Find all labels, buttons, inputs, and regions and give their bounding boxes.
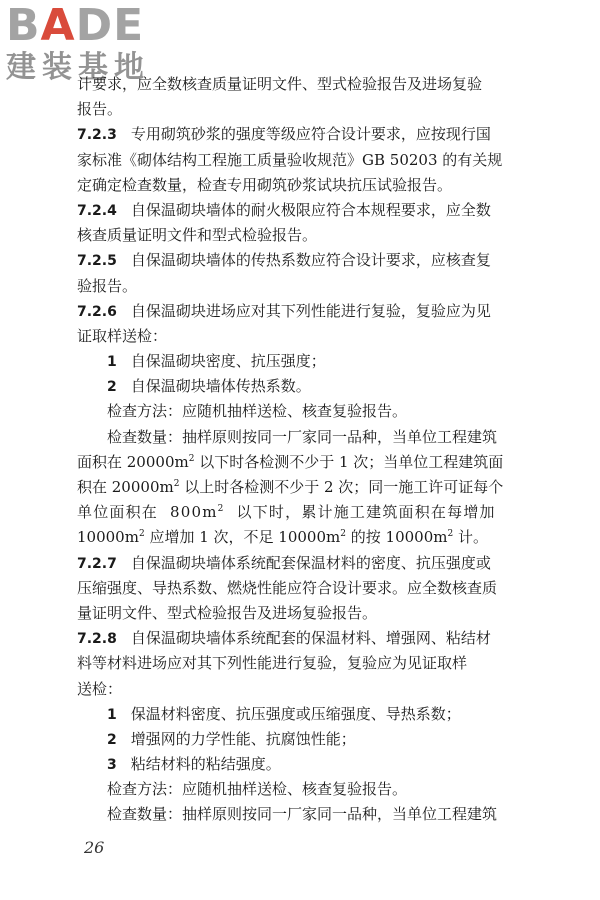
list-item: 2 增强网的力学性能、抗腐蚀性能；: [107, 729, 356, 748]
page-number: 26: [84, 838, 105, 857]
clause-number: 7.2.5: [77, 253, 117, 270]
clause-7-2-3: 7.2.3 专用砌筑砂浆的强度等级应符合设计要求，应按现行国: [77, 125, 491, 144]
check-quantity: 检查数量：抽样原则按同一厂家同一品种，当单位工程建筑: [107, 805, 498, 824]
text-line: 验报告。: [77, 276, 138, 295]
clause-number: 7.2.6: [77, 303, 117, 320]
clause-number: 7.2.8: [77, 631, 117, 648]
text-line: 家标准《砌体结构工程施工质量验收规范》GB 50203 的有关规: [77, 150, 503, 169]
clause-7-2-4: 7.2.4 自保温砌块墙体的耐火极限应符合本规程要求，应全数: [77, 200, 491, 219]
text-line: 量证明文件、型式检验报告及进场复验报告。: [77, 603, 378, 622]
text-line: 单位面积在 $800m^2$ 以下时，累计施工建筑面积在每增加: [77, 503, 496, 522]
clause-number: 7.2.7: [77, 555, 117, 572]
text-line: $10000m^2$ 应增加 1 次，不足 $10000m^2$ 的按 $10000m^2$ 计。: [77, 528, 488, 547]
clause-7-2-6: 7.2.6 自保温砌块进场应对其下列性能进行复验，复验应为见: [77, 301, 491, 320]
text-line: 压缩强度、导热系数、燃烧性能应符合设计要求。应全数核查质: [77, 578, 498, 597]
text-line: 料等材料进场应对其下列性能进行复验，复验应为见证取样: [77, 654, 468, 673]
text-line: 证取样送检：: [77, 326, 168, 345]
document-body: [77, 72, 525, 828]
text-line: 面积在 $20000m^2$ 以下时各检测不少于 1 次；当单位工程建筑面: [77, 452, 504, 471]
list-item: 3 粘结材料的粘结强度。: [107, 755, 281, 774]
clause-number: 7.2.4: [77, 202, 117, 219]
text-line: 计要求，应全数核查质量证明文件、型式检验报告及进场复验: [77, 75, 483, 93]
text-line: 积在 $20000m^2$ 以上时各检测不少于 2 次；同一施工许可证每个: [77, 478, 504, 496]
clause-7-2-7: 7.2.7 自保温砌块墙体系统配套保温材料的密度、抗压强度或: [77, 553, 491, 572]
clause-number: 7.2.3: [77, 127, 117, 144]
clause-7-2-8: 7.2.8 自保温砌块墙体系统配套的保温材料、增强网、粘结材: [77, 629, 491, 648]
check-method: 检查方法：应随机抽样送检、核查复验报告。: [107, 780, 408, 799]
text-line: 送检：: [77, 679, 123, 698]
check-method: 检查方法：应随机抽样送检、核查复验报告。: [107, 402, 408, 421]
clause-7-2-5: 7.2.5 自保温砌块墙体的传热系数应符合设计要求，应核查复: [77, 251, 491, 270]
text-line: 报告。: [77, 100, 123, 119]
check-quantity: 检查数量：抽样原则按同一厂家同一品种，当单位工程建筑: [107, 427, 498, 446]
list-item: 2 自保温砌块墙体传热系数。: [107, 377, 311, 396]
text-line: 核查质量证明文件和型式检验报告。: [77, 226, 318, 245]
logo-accent-letter: A: [40, 0, 76, 51]
list-item: 1 保温材料密度、抗压强度或压缩强度、导热系数；: [107, 704, 461, 723]
list-item: 1 自保温砌块密度、抗压强度；: [107, 352, 326, 371]
logo-wordmark: BADE: [6, 0, 145, 51]
text-line: 定确定检查数量，检查专用砌筑砂浆试块抗压试验报告。: [77, 175, 453, 194]
logo-subtitle: 建装基地: [6, 50, 150, 85]
